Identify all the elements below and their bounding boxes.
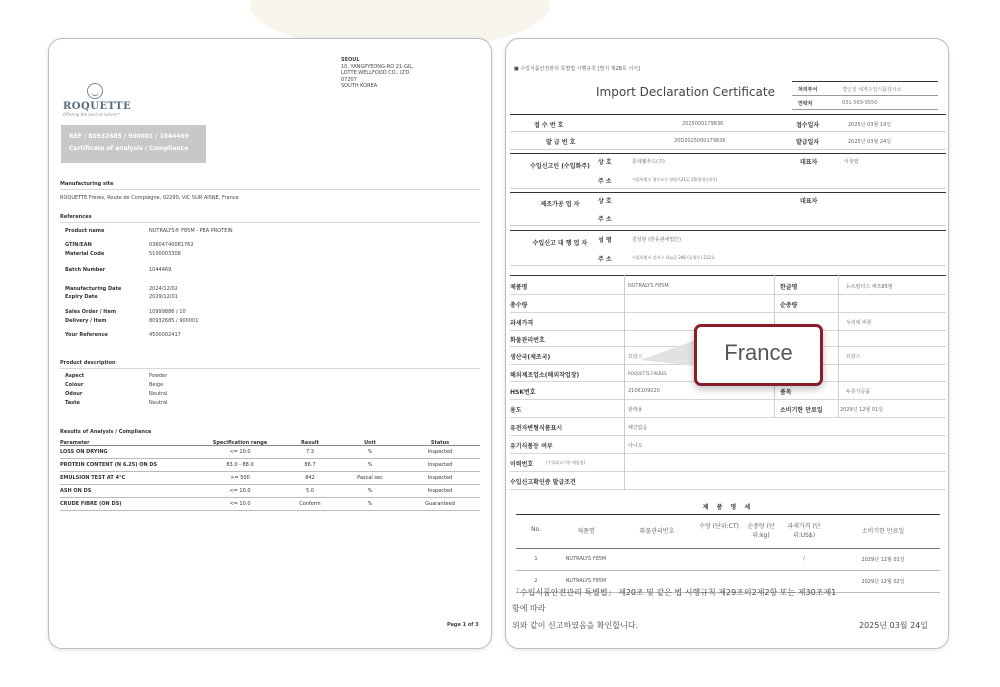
table-cell: 2029년 12월 01일 [861, 557, 905, 563]
ref-label: GTIN/EAN [65, 242, 92, 248]
address-line: SOUTH KOREA [341, 83, 378, 89]
desc-value: Beige [149, 382, 164, 388]
issue-number: 20D2025000179836 [674, 138, 726, 144]
manufacturer-block [510, 192, 946, 226]
footer-legal-text: 「수입식품안전관리 특별법」 제20조 및 같은 법 시행규칙 제29조의2제2항 또는 제30조제1 [512, 588, 837, 597]
divider [60, 368, 480, 369]
table-cell: Inspected [427, 475, 453, 481]
ref-value: 10999886 / 10 [149, 309, 186, 315]
table-row [516, 549, 940, 571]
column-header: 화물관리번호 [639, 528, 675, 535]
contact-label: 연락처 [798, 101, 813, 107]
roquette-logo-icon [87, 83, 103, 99]
table-cell: 7.3 [306, 449, 314, 455]
ref-value: 4500002417 [149, 332, 181, 338]
agent-addr-label: 주 소 [598, 256, 612, 263]
callout-text: France [724, 340, 793, 365]
ref-label: Expiry Date [65, 294, 98, 300]
table-row [60, 447, 480, 459]
logo-name: ROQUETTE [63, 101, 132, 112]
agent-addr: 서울특별시 강서구 하늘길 246 (공항동) 212호 [632, 255, 715, 260]
desc-label: Aspect [65, 373, 85, 379]
desc-label: Odour [65, 391, 83, 397]
recipient-address [341, 57, 414, 90]
logo-tagline: Offering the best of nature™ [63, 112, 121, 117]
footer-legal-text: 항에 따라 [512, 604, 546, 613]
contact-value: 경인청 세계수입식품검사소 [842, 87, 902, 93]
callout-pointer [640, 338, 700, 368]
ref-label: Delivery / Item [65, 318, 107, 324]
contact-row [792, 82, 938, 96]
product-row-label: 순중량 [780, 302, 798, 309]
table-cell: Pascal sec [357, 475, 383, 481]
declarant-block [510, 153, 946, 189]
issue-date: 2025년 03월 24일 [848, 139, 892, 145]
product-row-label: 유전자변형식품표시 [510, 425, 563, 432]
column-header: Parameter [60, 440, 90, 446]
contact-row [792, 96, 938, 110]
table-header [516, 515, 940, 549]
table-cell: Conform [299, 501, 321, 507]
agent-block [510, 230, 946, 266]
ref-value: 1044469 [149, 267, 172, 273]
column-header: 과세가격 (단위:US$) [787, 523, 821, 539]
column-divider [838, 275, 839, 418]
column-header: 수량 (단위:CT) [699, 523, 739, 530]
declarant-addr: 서울특별시 영등포구 양평로21길 25(양평동4가) [632, 177, 718, 182]
ref-value: 2024/12/02 [149, 286, 178, 292]
table-cell: NUTRALYS F85M [565, 578, 607, 584]
table-row [60, 499, 480, 511]
table-cell: 83.0 - 88.0 [226, 462, 254, 468]
table-row [60, 460, 480, 472]
table-cell: 2029년 12월 02일 [861, 579, 905, 585]
product-row-label: HSK번호 [510, 389, 536, 396]
results-heading: Results of Analysis / Compliance [60, 429, 152, 435]
product-row-note: (수입최고기한 해당함) [546, 460, 586, 465]
product-row [510, 472, 946, 490]
table-cell: % [367, 449, 373, 455]
manufacturing-site-heading: Manufacturing site [60, 181, 114, 187]
product-row-value: 2029년 12월 01일 [840, 407, 884, 413]
address-line: SEOUL [341, 57, 360, 63]
column-header: Result [301, 440, 319, 446]
table-cell: Guaranteed [425, 501, 455, 507]
product-row-value: 아니오 [628, 443, 643, 449]
ref-value: NUTRALYS® F85M - PEA PROTEIN [149, 228, 233, 234]
product-row [510, 436, 946, 454]
product-row-value: NUTRALYS F85M [628, 283, 669, 289]
declarant-rep: 이창엽 [844, 159, 859, 165]
ref-value: 2029/12/01 [149, 294, 178, 300]
table-cell: EMULSION TEST AT 4°C [60, 475, 126, 481]
receipt-label: 접 수 번 호 [534, 122, 564, 129]
ref-label: Manufacturing Date [65, 286, 122, 292]
page-number: Page 1 of 3 [447, 622, 479, 628]
product-details-table [516, 514, 940, 593]
ref-label: Product name [65, 228, 105, 234]
table-cell: 842 [305, 475, 315, 481]
product-row-label: 수입신고확인증 발급조건 [510, 479, 576, 486]
reference-banner [61, 125, 206, 163]
manufacturer-addr-label: 주 소 [598, 216, 612, 223]
desc-value: Powder [149, 373, 168, 379]
product-row-value: 프랑스 [628, 354, 643, 360]
issue-row [510, 132, 946, 150]
agent-name-label: 성 명 [598, 237, 612, 244]
table-cell: % [367, 501, 373, 507]
table-cell: Inspected [427, 449, 453, 455]
product-row-value: 프랑스 [846, 354, 861, 360]
ref-label: Your Reference [65, 332, 108, 338]
roquette-logo [63, 83, 143, 117]
product-row-value: 우리위 비톤 [846, 320, 872, 326]
product-row-value: 판매용 [628, 407, 643, 413]
product-row-label: 한글명 [780, 284, 798, 291]
product-row [510, 275, 946, 295]
table-cell: 1 [534, 556, 538, 562]
desc-label: Colour [65, 382, 84, 388]
column-header: 소비기한 만료일 [861, 528, 905, 535]
column-header: No. [531, 526, 541, 533]
table-cell: ASH ON DS [60, 488, 92, 494]
address-line: 10, YANGPYEONG-RO 21-GIL, [341, 63, 414, 70]
product-row-value: 뉴트랄리스 에프85엠 [846, 284, 893, 290]
product-details-title: 제 품 명 세 [702, 504, 754, 511]
table-cell: CRUDE FIBRE (ON DS) [60, 501, 122, 507]
product-row-label: 소비기한 만료일 [780, 407, 823, 414]
declarant-group-label: 수입신고인 (수입화주) [530, 163, 590, 170]
declarant-addr-label: 주 소 [598, 178, 612, 185]
contact-box [792, 81, 938, 110]
table-cell: <= 10.0 [229, 449, 251, 455]
column-header: Unit [364, 440, 376, 446]
ref-value: 5100003308 [149, 251, 181, 257]
table-cell: LOSS ON DRYING [60, 449, 108, 455]
agent-group-label: 수입신고 대 행 업 자 [532, 240, 588, 247]
receipt-number: 2025000179836 [682, 121, 724, 127]
product-row-label: 과세가격 [510, 320, 534, 327]
desc-value: Neutral [149, 391, 168, 397]
page-title: Import Declaration Certificate [596, 85, 775, 99]
divider [60, 222, 480, 223]
table-cell: Inspected [427, 488, 453, 494]
column-header: 제품명 [577, 528, 595, 535]
product-row-label: 화물관리번호 [510, 337, 545, 344]
country-callout [694, 324, 823, 386]
product-row-label: 제품명 [510, 284, 528, 291]
form-reference: ■ 수입식품안전관리 특별법 시행규칙 [별지 제28호 서식] [514, 66, 640, 72]
table-cell: >= 500 [230, 475, 250, 481]
product-row [510, 295, 946, 313]
table-cell: <= 10.0 [229, 501, 251, 507]
product-row-label: 유기식품등 여부 [510, 443, 553, 450]
column-header: Status [430, 440, 450, 446]
ref-label: Sales Order / Item [65, 309, 117, 315]
column-header: 순중량 (단위:kg) [747, 523, 775, 539]
product-row-value: ROQUETTE FRERES [628, 371, 667, 376]
product-row-value: 두류가공품 [846, 389, 871, 395]
declarant-rep-label: 대표자 [800, 159, 818, 166]
references-heading: References [60, 214, 92, 220]
product-row-label: 생산국(제조국) [510, 354, 551, 361]
receipt-date-label: 접수일자 [796, 122, 820, 129]
product-description-heading: Product description [60, 360, 116, 366]
table-cell: <= 10.0 [229, 488, 251, 494]
address-line: LOTTE WELLFOOD CO., LTD. [341, 70, 411, 76]
table-cell: 86.7 [304, 462, 316, 468]
manufacturer-group-label: 제조가공 업 자 [540, 201, 580, 208]
issue-date-label: 발급일자 [796, 139, 820, 146]
table-row [60, 473, 480, 485]
issue-label: 발 급 번 호 [546, 139, 576, 146]
table-cell: / [803, 556, 805, 562]
product-row-value: 2106109020 [628, 388, 660, 394]
table-cell: 5.0 [306, 488, 314, 494]
desc-label: Taste [65, 400, 80, 406]
product-row [510, 454, 946, 472]
ref-value: 80932685 / 900001 [149, 318, 199, 324]
results-table-header [60, 438, 480, 446]
table-cell: NUTRALYS F85M [565, 556, 607, 562]
table-cell: 2 [534, 578, 538, 584]
table-cell: Inspected [427, 462, 453, 468]
table-cell: % [367, 488, 373, 494]
ref-label: Material Code [65, 251, 105, 257]
document-subtitle: Certificate of analysis / Compliance [69, 145, 189, 152]
column-header: Specification range [212, 440, 268, 446]
product-row [510, 418, 946, 436]
manufacturing-site-text: ROQUETTE Frères, Route de Compiègne, 02290, VIC SUR AISNE, France [60, 195, 239, 201]
address-line: 07207 [341, 76, 357, 83]
table-row [60, 486, 480, 498]
product-row-label: 용도 [510, 407, 522, 414]
product-row [510, 400, 946, 418]
product-row-value: 해당없음 [628, 425, 648, 431]
product-row-label: 이력번호 [510, 461, 534, 468]
agent-name: 김상현 (한동관세법인) [632, 237, 681, 243]
column-divider [624, 275, 625, 490]
contact-value: 031-569-9550 [842, 100, 878, 106]
table-cell: PROTEIN CONTENT (N 6.25) ON DS [60, 462, 158, 468]
contact-label: 처리부서 [798, 87, 818, 93]
table-cell: % [367, 462, 373, 468]
desc-value: Neutral [149, 400, 168, 406]
receipt-date: 2025년 03월 19일 [848, 122, 892, 128]
receipt-row [510, 114, 946, 132]
product-row-label: 품목 [780, 389, 792, 396]
divider [60, 189, 480, 190]
manufacturer-rep-label: 대표자 [800, 198, 818, 205]
product-row-label: 총수량 [510, 302, 528, 309]
footer-date: 2025년 03월 24일 [859, 621, 928, 630]
footer-confirmation-text: 위와 같이 신고하였음을 확인합니다. [512, 621, 639, 630]
declarant-name-label: 상 호 [598, 159, 612, 166]
ref-value: 03604740081762 [149, 242, 194, 248]
product-row-label: 해외제조업소(해외작업장) [510, 372, 580, 379]
manufacturer-name-label: 상 호 [598, 198, 612, 205]
declarant-name: 롯데웰푸드(주) [632, 159, 665, 165]
reference-number: REF : 80932685 / 900001 / 1044469 [69, 133, 189, 140]
certificate-of-analysis-page [48, 38, 492, 649]
ref-label: Batch Number [65, 267, 106, 273]
